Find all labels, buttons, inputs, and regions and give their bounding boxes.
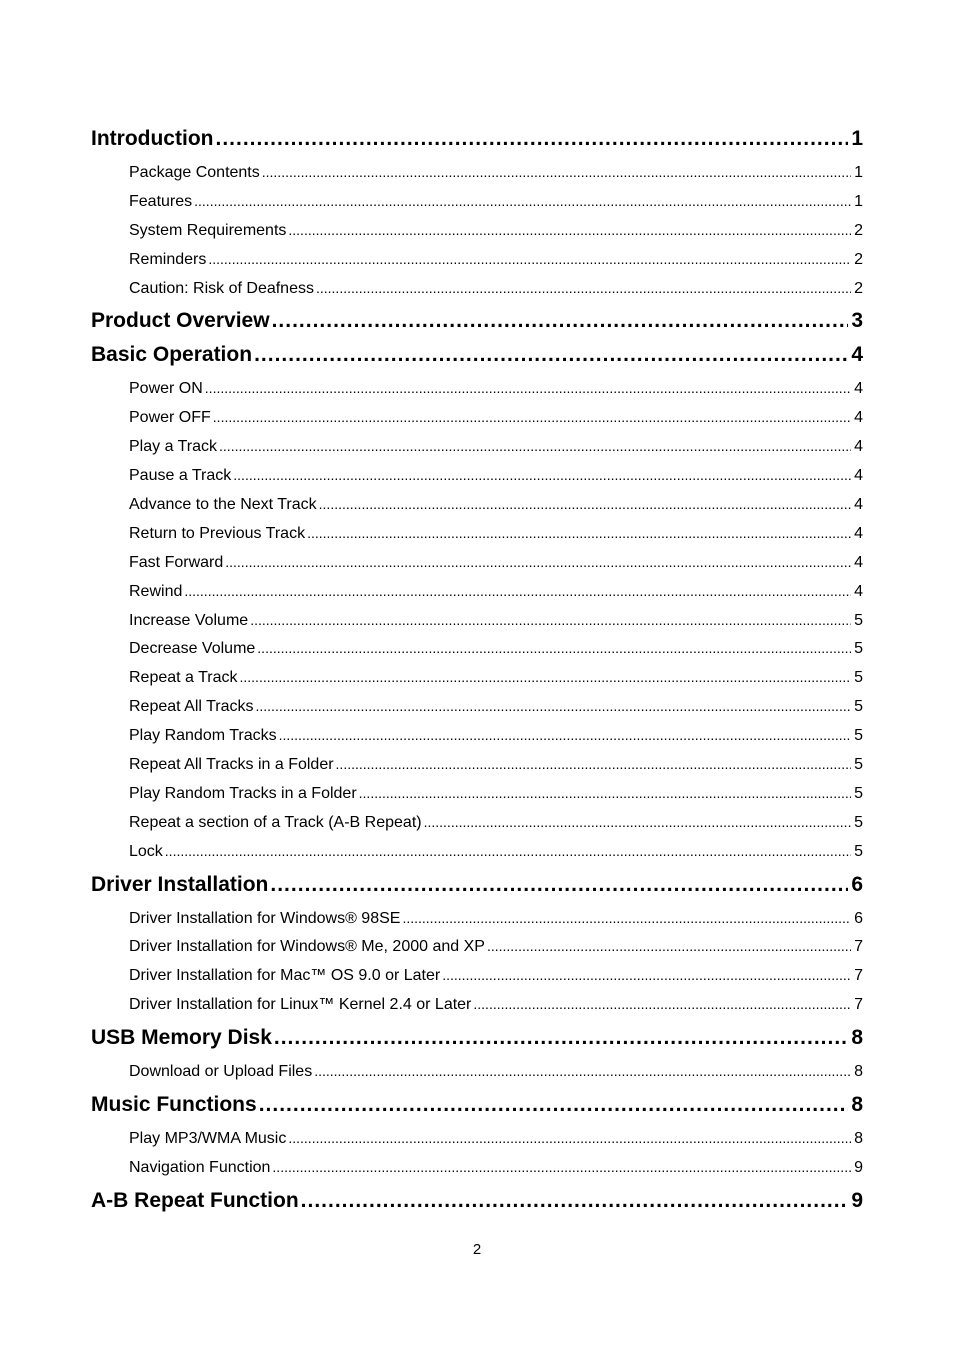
toc-section-entry[interactable] [91, 961, 863, 990]
toc-entry-title: Increase Volume [129, 611, 249, 629]
dot-leader [215, 122, 848, 156]
toc-entry-title: Rewind [129, 582, 183, 600]
toc-entry-title: Driver Installation for Linux™ Kernel 2.4 or Later [129, 996, 472, 1014]
toc-entry-page: 1 [854, 192, 863, 210]
dot-leader [316, 274, 851, 303]
toc-entry-page: 8 [854, 1063, 863, 1081]
dot-leader [402, 904, 851, 933]
toc-entry-page: 5 [854, 640, 863, 658]
dot-leader [274, 1021, 848, 1055]
toc-section-entry[interactable] [91, 548, 863, 577]
toc-entry-page: 9 [851, 1188, 863, 1212]
toc-chapter-entry[interactable] [91, 1021, 863, 1055]
toc-entry-page: 1 [851, 127, 863, 150]
toc-entry-page: 9 [854, 1158, 863, 1176]
toc-entry-title: Features [129, 192, 193, 210]
toc-section-entry[interactable] [91, 374, 863, 403]
dot-leader [219, 432, 851, 461]
dot-leader [205, 374, 851, 403]
toc-entry-title: Play a Track [129, 438, 218, 456]
toc-entry-title: Decrease Volume [129, 640, 256, 658]
dot-leader [184, 577, 851, 606]
dot-leader [194, 187, 851, 216]
toc-entry-page: 3 [851, 309, 863, 333]
toc-entry-page: 6 [851, 872, 863, 896]
toc-entry-title: Advance to the Next Track [129, 496, 317, 514]
toc-entry-title: Product Overview [91, 309, 270, 333]
dot-leader [272, 304, 849, 338]
toc-entry-page: 4 [854, 582, 863, 600]
toc-section-entry[interactable] [91, 461, 863, 490]
dot-leader [307, 519, 851, 548]
toc-entry-page: 1 [854, 164, 863, 181]
toc-entry-page: 2 [854, 221, 863, 239]
toc-entry-page: 7 [854, 996, 863, 1014]
toc-entry-page: 5 [854, 842, 863, 860]
toc-entry-page: 4 [854, 524, 863, 542]
dot-leader [270, 868, 848, 902]
toc-entry-title: Lock [129, 842, 163, 860]
toc-section-entry[interactable] [91, 216, 863, 245]
toc-chapter-entry[interactable] [91, 1184, 863, 1218]
toc-section-entry[interactable] [91, 663, 863, 692]
toc-entry-page: 5 [854, 756, 863, 774]
toc-entry-page: 2 [854, 279, 863, 297]
toc-section-entry[interactable] [91, 779, 863, 808]
toc-section-entry[interactable] [91, 606, 863, 635]
dot-leader [262, 158, 851, 187]
toc-chapter-entry[interactable] [91, 304, 863, 338]
toc-section-entry[interactable] [91, 1057, 863, 1086]
toc-section-entry[interactable] [91, 274, 863, 303]
toc-entry-page: 5 [854, 727, 863, 745]
toc-entry-page: 5 [854, 669, 863, 687]
dot-leader [442, 961, 851, 990]
dot-leader [487, 932, 851, 961]
page-number: 2 [472, 1241, 482, 1258]
toc-entry-page: 7 [854, 967, 863, 985]
toc-chapter-entry[interactable] [91, 868, 863, 902]
toc-section-entry[interactable] [91, 692, 863, 721]
toc-entry-title: Play Random Tracks [129, 727, 277, 745]
toc-section-entry[interactable] [91, 1153, 863, 1182]
toc-entry-page: 4 [854, 553, 863, 571]
toc-section-entry[interactable] [91, 432, 863, 461]
toc-chapter-entry[interactable] [91, 1088, 863, 1122]
dot-leader [272, 1153, 851, 1182]
toc-section-entry[interactable] [91, 187, 863, 216]
toc-entry-page: 6 [854, 909, 863, 927]
toc-entry-title: Repeat All Tracks in a Folder [129, 756, 334, 774]
toc-chapter-entry[interactable] [91, 338, 863, 372]
toc-section-entry[interactable] [91, 721, 863, 750]
toc-section-entry[interactable] [91, 634, 863, 663]
dot-leader [165, 837, 851, 866]
dot-leader [424, 808, 852, 837]
toc-entry-title: Power OFF [129, 409, 211, 427]
toc-section-entry[interactable] [91, 158, 863, 187]
dot-leader [254, 338, 848, 372]
dot-leader [213, 403, 851, 432]
toc-entry-page: 4 [851, 343, 863, 367]
dot-leader [256, 692, 852, 721]
dot-leader [250, 606, 851, 635]
toc-section-entry[interactable] [91, 519, 863, 548]
toc-entry-page: 4 [854, 380, 863, 398]
toc-entry-page: 7 [854, 938, 863, 956]
toc-entry-title: Introduction [91, 127, 214, 150]
toc-section-entry[interactable] [91, 577, 863, 606]
dot-leader [301, 1184, 849, 1218]
toc-entry-page: 5 [854, 784, 863, 802]
toc-entry-title: System Requirements [129, 221, 287, 239]
toc-entry-title: Fast Forward [129, 553, 224, 571]
toc-entry-page: 4 [854, 467, 863, 485]
dot-leader [225, 548, 851, 577]
toc-entry-title: Driver Installation for Windows® 98SE [129, 909, 401, 927]
dot-leader [336, 750, 852, 779]
toc-section-entry[interactable] [91, 1124, 863, 1153]
toc-section-entry[interactable] [91, 808, 863, 837]
toc-entry-page: 4 [854, 438, 863, 456]
dot-leader [279, 721, 851, 750]
toc-entry-page: 5 [854, 611, 863, 629]
toc-entry-title: Driver Installation [91, 872, 269, 896]
table-of-contents [91, 122, 863, 1218]
dot-leader [240, 663, 852, 692]
dot-leader [319, 490, 851, 519]
toc-section-entry[interactable] [91, 990, 863, 1019]
toc-entry-page: 5 [854, 813, 863, 831]
toc-entry-title: Package Contents [129, 164, 260, 181]
dot-leader [314, 1057, 851, 1086]
toc-entry-title: Pause a Track [129, 467, 232, 485]
dot-leader [259, 1088, 849, 1122]
toc-entry-title: Download or Upload Files [129, 1063, 313, 1081]
dot-leader [288, 1124, 851, 1153]
dot-leader [288, 216, 851, 245]
toc-section-entry[interactable] [91, 837, 863, 866]
toc-entry-title: Repeat a section of a Track (A-B Repeat) [129, 813, 422, 831]
dot-leader [359, 779, 851, 808]
toc-entry-title: Basic Operation [91, 343, 253, 367]
toc-entry-title: Play MP3/WMA Music [129, 1130, 287, 1148]
toc-entry-title: Music Functions [91, 1093, 257, 1117]
toc-chapter-entry[interactable] [91, 122, 863, 156]
dot-leader [208, 245, 851, 274]
toc-entry-page: 8 [854, 1130, 863, 1148]
toc-section-entry[interactable] [91, 245, 863, 274]
toc-entry-title: A-B Repeat Function [91, 1188, 299, 1212]
toc-entry-title: Driver Installation for Windows® Me, 2000 and XP [129, 938, 485, 956]
toc-entry-page: 8 [851, 1026, 863, 1050]
toc-entry-title: Play Random Tracks in a Folder [129, 784, 357, 802]
toc-entry-page: 5 [854, 698, 863, 716]
toc-entry-title: Power ON [129, 380, 203, 398]
toc-entry-title: Driver Installation for Mac™ OS 9.0 or Later [129, 967, 441, 985]
toc-entry-title: Reminders [129, 250, 207, 268]
toc-section-entry[interactable] [91, 904, 863, 933]
toc-entry-title: Return to Previous Track [129, 524, 306, 542]
toc-section-entry[interactable] [91, 490, 863, 519]
toc-entry-page: 4 [854, 496, 863, 514]
toc-entry-page: 2 [854, 250, 863, 268]
dot-leader [257, 634, 851, 663]
toc-entry-title: Repeat All Tracks [129, 698, 254, 716]
toc-entry-title: Navigation Function [129, 1158, 271, 1176]
toc-entry-page: 4 [854, 409, 863, 427]
toc-entry-title: USB Memory Disk [91, 1026, 272, 1050]
toc-section-entry[interactable] [91, 403, 863, 432]
toc-section-entry[interactable] [91, 932, 863, 961]
dot-leader [233, 461, 851, 490]
toc-entry-title: Caution: Risk of Deafness [129, 279, 314, 297]
toc-section-entry[interactable] [91, 750, 863, 779]
toc-entry-title: Repeat a Track [129, 669, 238, 687]
dot-leader [473, 990, 851, 1019]
toc-entry-page: 8 [851, 1093, 863, 1117]
